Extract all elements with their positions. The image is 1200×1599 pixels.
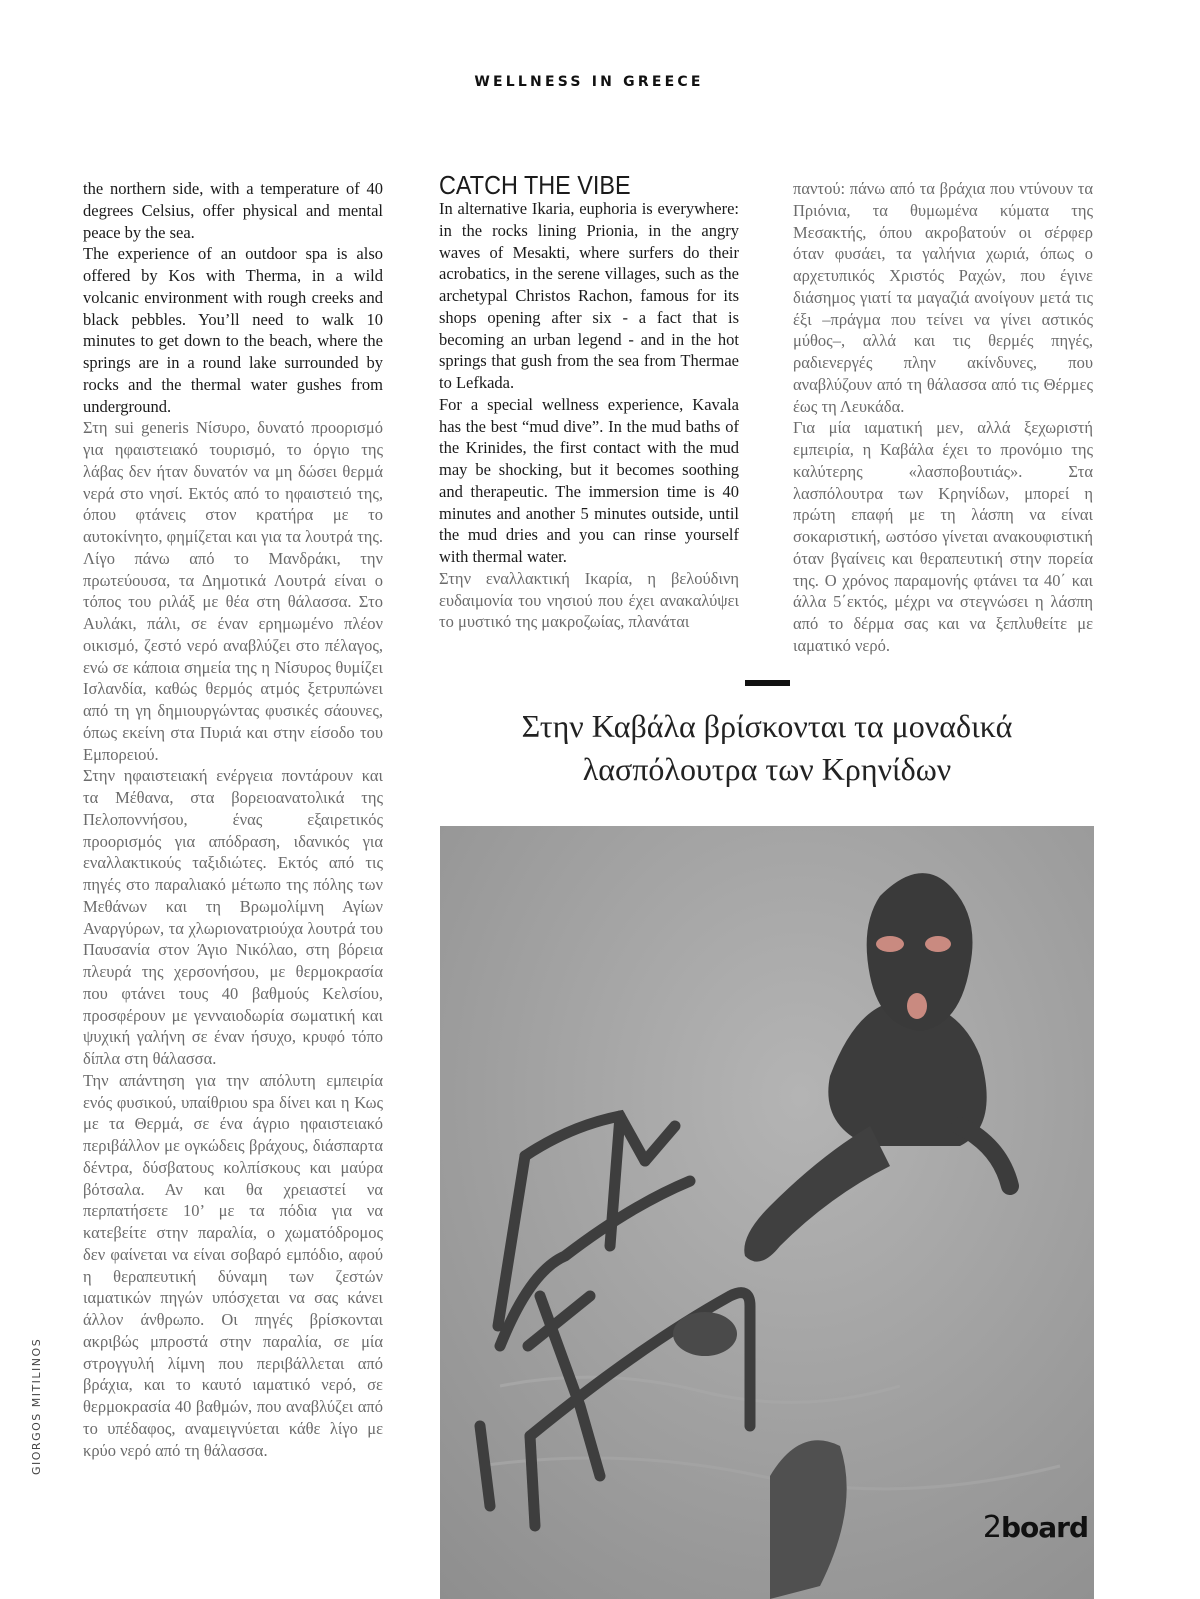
magazine-logo: [983, 1510, 1088, 1545]
paragraph-en: The experience of an outdoor spa is also offered by Kos with Therma, in a wild volcanic environment with rough creeks and black pebbles. You’ll need to walk 10 minutes to get down to the beach, where the springs are in a round lake surrounded by rocks and the thermal water gushes from underground.: [83, 244, 383, 416]
article-column-1: [83, 178, 383, 1461]
mud-bath-illustration: [440, 826, 1094, 1599]
mud-clump: [673, 1312, 737, 1356]
article-column-2: [439, 198, 739, 633]
pull-quote-divider: [745, 680, 790, 686]
paragraph-gr: Στη sui generis Νίσυρο, δυνατό προορισμό για ηφαιστειακό τουρισμό, το όργιο της λάβας δεν ήταν δυνατόν να μη δώσει θερμά νερά στο νησί. Εκτός από το ηφαιστειό της, όπου φτάνεις στον κρατήρα με το αυτοκίνητο, φημίζεται και για τα λουτρά της. Λίγο πάνω από το Μανδράκι, την πρωτεύουσα, τα Δημοτικά Λουτρά είναι ο τόπος του ριλάξ με θέα στη θάλασσα. Στο Αυλάκι, πάλι, σε έναν ερημωμένο πλέον οικισμό, ζεστό νερό αναβλύζει στο πέλαγος, ενώ σε κάποια σημεία της η Νίσυρος θυμίζει Ισλανδία, καθώς θερμός ατμός ξετρυπώνει από τη γη δημιουργώντας φυσικές σάουνες, όπως εκείνη στα Πυριά και στην είσοδο του Εμπορειού.: [83, 418, 383, 764]
paragraph-en: the northern side, with a temperature of 40 degrees Celsius, offer physical and mental peace by the sea.: [83, 179, 383, 242]
paragraph-gr: παντού: πάνω από τα βράχια που ντύνουν τα Πριόνια, τα θυμωμένα κύματα της Μεσακτής, όπου ακροβατούν οι σέρφερ όταν φυσάει, τα γαλήνια χωριά, όπως ο αρχετυπικός Χριστός Ραχών, που έγινε διάσημος γιατί τα μαγαζιά ανοίγουν μετά τις έξι –πράγμα που τείνει να γίνει αστικός μύθος–, αλλά και τις θερμές πηγές, ραδιενεργές πλην ακίνδυνες, που αναβλύζουν από τη θάλασσα από τις Θέρμες έως τη Λευκάδα.: [793, 179, 1093, 416]
section-title: WELLNESS IN GREECE: [474, 74, 704, 90]
logo-digit: 2: [982, 1510, 1001, 1545]
pull-quote-line: λασπόλουτρα των Κρηνίδων: [582, 751, 952, 787]
pull-quote-line: Στην Καβάλα βρίσκονται τα μοναδικά: [521, 708, 1013, 744]
subhead: CATCH THE VIBE: [439, 170, 631, 200]
paragraph-gr: Για μία ιαματική μεν, αλλά ξεχωριστή εμπειρία, η Καβάλα έχει το προνόμιο της καλύτερης «λασποβουτιάς». Στα λασπόλουτρα των Κρηνίδων, μπορεί η πρώτη επαφή με τη λάσπη να είναι σοκαριστική, ωστόσο γίνεται ανακουφιστική όταν βγαίνεις και θεραπευτική στην πορεία της. Ο χρόνος παραμονής φτάνει τα 40΄ και άλλα 5΄εκτός, μέχρι να στεγνώσει η λάσπη από το δέρμα σας και να ξεπλυθείτε με ιαματικό νερό.: [793, 418, 1093, 655]
paragraph-gr: Στην εναλλακτική Ικαρία, η βελούδινη ευδαιμονία του νησιού που έχει ανακαλύψει το μυστικό της μακροζωίας, πλανάται: [439, 568, 739, 632]
article-column-3: [793, 178, 1093, 657]
paragraph-en: In alternative Ikaria, euphoria is everywhere: in the rocks lining Prionia, in the angry waves of Mesakti, where surfers do their acrobatics, in the serene villages, such as the archetypal Christos Rachon, famous for its shops opening after six - a fact that is becoming an urban legend - and in the hot springs that gush from the sea from Thermae to Lefkada.: [439, 199, 739, 392]
paragraph-gr: Στην ηφαιστειακή ενέργεια ποντάρουν και τα Μέθανα, στα βορειοανατολικά της Πελοποννήσου, ένας εξαιρετικός προορισμός για απόδραση, ιδανικός για εναλλακτικούς ταξιδιώτες. Εκτός από τις πηγές στο παραλιακό μέτωπο της πόλης των Μεθάνων και τη Βρωμολίμνη Αγίων Αναργύρων, τα χλωριονατριούχα λουτρά του Παυσανία στον Άγιο Νικόλαο, στη βόρεια πλευρά της χερσονήσου, με θερμοκρασία που φτάνει τους 40 βαθμούς Κελσίου, προσφέρουν με γενναιοδωρία σωματική και ψυχική γαλήνη σε έναν ήσυχο, κρυφό τόπο δίπλα στη θάλασσα.: [83, 766, 383, 1068]
paragraph-gr: Την απάντηση για την απόλυτη εμπειρία ενός φυσικού, υπαίθριου spa δίνει και η Κως με τα Θερμά, σε ένα άγριο ηφαιστειακό περιβάλλον με ογκώδεις βράχους, διάσπαρτα δέντρα, δύσβατους κολπίσκους και μαύρα βότσαλα. Αν και θα χρειαστεί να περπατήσετε 10’ με τα πόδια για να κατεβείτε στην παραλία, ο χωματόδρομος δεν φαίνεται να είναι σοβαρό εμπόδιο, αφού η θεραπευτική δύναμη των ζεστών ιαματικών πηγών υπόσχεται να σας κάνει άλλον άνθρωπο. Οι πηγές βρίσκονται ακριβώς μπροστά στην παραλία, σε μία στρογγυλή λίμνη που περιβάλλεται από βράχια, και το καυτό ιαματικό νερό, σε θερμοκρασία 40 βαθμών, που αναβλύζει από το υπέδαφος, αναμειγνύεται κάθε λίγο με κρύο νερό από τη θάλασσα.: [83, 1070, 383, 1460]
logo-word: board: [1000, 1511, 1088, 1544]
paragraph-en: For a special wellness experience, Kavala has the best “mud dive”. In the mud baths of the Krinides, the first contact with the mud may be shocking, but it becomes soothing and therapeutic. The immersion time is 40 minutes and another 5 minutes outside, until the mud dries and you can rinse yourself with thermal water.: [439, 394, 739, 566]
photo-credit: GIORGOS MITILINOS: [30, 1337, 43, 1475]
mud-bath-photo: [440, 826, 1094, 1599]
pull-quote: [440, 705, 1094, 791]
